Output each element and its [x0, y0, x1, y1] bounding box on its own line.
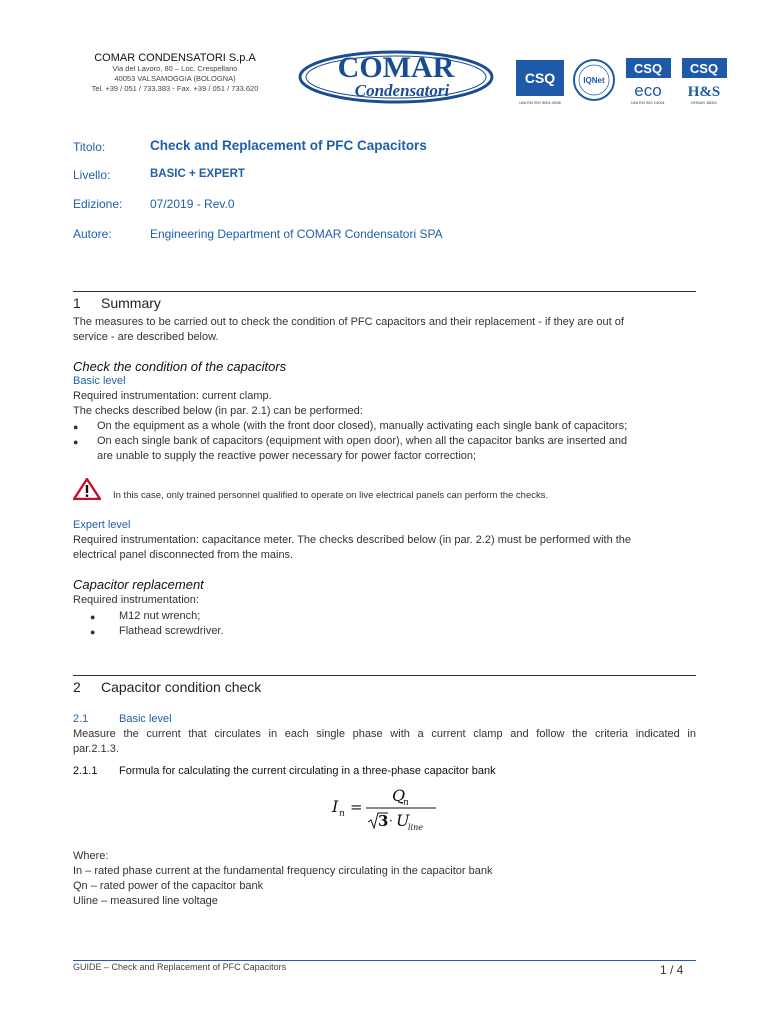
expert-line-2: electrical panel disconnected from the mains.: [73, 549, 294, 561]
check-heading: Check the condition of the capacitors: [73, 359, 287, 374]
list-item: [73, 419, 696, 435]
author-value: Engineering Department of COMAR Condensatori SPA: [150, 227, 443, 241]
bullet-text: On each single bank of capacitors (equipment with open door), when all the capacitor banks are inserted and: [97, 435, 628, 447]
current-formula: [330, 786, 440, 832]
definition-in: In – rated phase current at the fundamental frequency circulating in the capacitor bank: [73, 865, 493, 877]
definition-qn: Qn – rated power of the capacitor bank: [73, 880, 264, 892]
csq-eco-sub: eco: [634, 81, 662, 100]
formula-den-sub: line: [408, 823, 424, 832]
csq-eco-caption: UNI EN ISO 14001: [631, 100, 665, 105]
formula-num-sub: n: [403, 798, 409, 808]
csq-badge-1: [516, 60, 564, 105]
level-value: BASIC + EXPERT: [150, 168, 245, 180]
edition-label: Edizione:: [73, 197, 123, 211]
list-item: [90, 609, 713, 625]
bullet-icon: ●: [73, 437, 79, 447]
subsubsection-number: 2.1.1: [73, 765, 98, 777]
expert-line-1: Required instrumentation: capacitance meter. The checks described below (in par. 2.2) must be performed with the: [73, 534, 632, 546]
list-item: [90, 624, 713, 640]
title-label: Titolo:: [73, 140, 106, 154]
warning-text: In this case, only trained personnel qualified to operate on live electrical panels can perform the checks.: [113, 490, 549, 501]
csq-eco-badge: [626, 58, 671, 105]
csq-1-label: CSQ: [524, 70, 556, 86]
formula-num: Q: [392, 786, 406, 805]
summary-intro-1: The measures to be carried out to check the condition of PFC capacitors and their replacement - if they are out of: [73, 316, 624, 328]
bullet-text: On the equipment as a whole (with the front door closed), manually activating each single bank of capacitors;: [97, 420, 628, 432]
level-label: Livello:: [73, 168, 111, 182]
formula-lhs: I: [332, 797, 339, 816]
company-name: COMAR CONDENSATORI S.p.A: [94, 52, 256, 64]
logo-word-condensatori: Condensatori: [354, 81, 450, 100]
list-item: [73, 434, 696, 450]
warning-icon: [73, 478, 101, 500]
section-1-rule: [73, 291, 696, 292]
logo-word-comar: COMAR: [337, 51, 455, 84]
csq-1-caption: UNI EN ISO 9001:2008: [519, 100, 561, 105]
subsubsection-title: Formula for calculating the current circulating in a three-phase capacitor bank: [119, 765, 496, 777]
section-2-title: Capacitor condition check: [101, 679, 262, 695]
bullet-icon: ●: [73, 422, 79, 432]
summary-intro-2: service - are described below.: [73, 331, 219, 343]
basic-level-label: Basic level: [73, 375, 126, 387]
certification-badges: [516, 58, 728, 122]
csq-eco-label: CSQ: [633, 61, 663, 76]
section-2-rule: [73, 675, 696, 676]
bullet-continuation: are unable to supply the reactive power necessary for power factor correction;: [97, 450, 477, 462]
csq-hs-sub: H&S: [687, 84, 721, 100]
subsection-title: Basic level: [119, 713, 172, 725]
csq-hs-caption: OHSAS 18001: [690, 100, 718, 105]
iqnet-label: IQNet: [583, 76, 605, 85]
expert-level-label: Expert level: [73, 519, 131, 531]
replacement-heading: Capacitor replacement: [73, 577, 204, 592]
tool-text: M12 nut wrench;: [119, 610, 201, 622]
edition-value: 07/2019 - Rev.0: [150, 197, 235, 211]
bullet-icon: ●: [90, 627, 96, 637]
subsection-text-2: par.2.1.3.: [73, 743, 119, 755]
svg-text:=: =: [350, 798, 363, 816]
footer-rule: [73, 960, 696, 961]
formula-root: 3: [378, 812, 389, 830]
where-label: Where:: [73, 850, 109, 862]
csq-hs-badge: [682, 58, 727, 105]
company-block: [70, 52, 280, 94]
formula-lhs-sub: n: [339, 809, 345, 819]
page-number: 1 / 4: [660, 963, 684, 977]
svg-text:·: ·: [389, 814, 393, 828]
section-1-number: 1: [73, 295, 81, 311]
formula-den-var: U: [396, 811, 410, 830]
subsection-text-1: Measure the current that circulates in each single phase with a current clamp and follow the criteria indicated in: [73, 728, 696, 740]
company-contact: Tel. +39 / 051 / 733.383 - Fax. +39 / 051 / 733.620: [91, 84, 259, 93]
bullet-icon: ●: [90, 612, 96, 622]
document-title: Check and Replacement of PFC Capacitors: [150, 138, 427, 153]
basic-instrumentation: Required instrumentation: current clamp.: [73, 390, 272, 402]
footer-text: GUIDE – Check and Replacement of PFC Capacitors: [73, 962, 287, 972]
tool-text: Flathead screwdriver.: [119, 625, 224, 637]
comar-logo: [298, 50, 494, 104]
company-address-1: Via del Lavoro, 80 – Loc. Crespellano: [112, 64, 238, 73]
company-address-2: 40053 VALSAMOGGIA (BOLOGNA): [114, 74, 236, 83]
replacement-instrumentation: Required instrumentation:: [73, 594, 199, 606]
iqnet-badge: [574, 60, 614, 100]
csq-hs-label: CSQ: [689, 61, 719, 76]
basic-checks: The checks described below (in par. 2.1) can be performed:: [73, 405, 363, 417]
section-1-title: Summary: [101, 295, 161, 311]
definition-uline: Uline – measured line voltage: [73, 895, 218, 907]
section-2-number: 2: [73, 679, 81, 695]
subsection-number: 2.1: [73, 713, 89, 725]
author-label: Autore:: [73, 227, 112, 241]
